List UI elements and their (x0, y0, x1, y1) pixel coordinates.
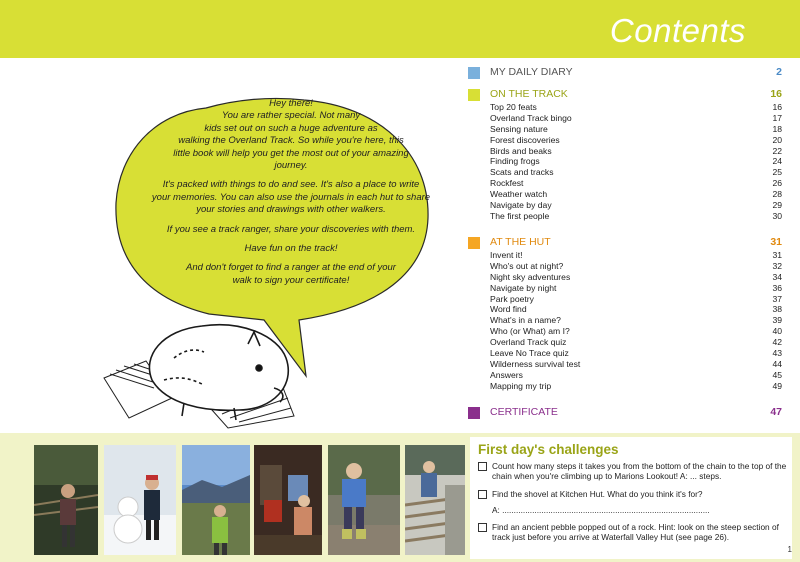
challenge-text: Find the shovel at Kitchen Hut. What do you think it's for? (492, 489, 703, 499)
checkbox[interactable] (478, 490, 487, 499)
page-number: 1 (787, 545, 792, 554)
toc-item[interactable] (490, 189, 782, 200)
toc-item-page: 25 (772, 167, 782, 178)
challenge-text: Count how many steps it takes you from the bottom of the chain to the top of the chain when you're climbing up to Marions Lookout! A: ... steps. (492, 461, 787, 482)
toc-item[interactable] (490, 200, 782, 211)
toc-item-page: 16 (772, 102, 782, 112)
toc-item[interactable] (490, 261, 782, 272)
toc-item-label: Navigate by night (490, 282, 557, 293)
toc-item-label: Weather watch (490, 189, 548, 200)
toc-item-page: 37 (772, 293, 782, 304)
toc-item-page: 17 (772, 112, 782, 123)
toc-item[interactable] (490, 359, 782, 370)
intro-paragraph: And don't forget to find a ranger at the end of your walk to sign your certificate! (186, 262, 396, 286)
toc-item-label: Answers (490, 369, 523, 380)
toc-item[interactable] (490, 211, 782, 222)
toc-item[interactable] (490, 370, 782, 381)
toc-item-page: 34 (772, 271, 782, 282)
toc-item[interactable] (490, 156, 782, 167)
intro-paragraph: If you see a track ranger, share your discoveries with them. (166, 223, 416, 235)
table-of-contents (460, 58, 800, 433)
toc-item-label: Leave No Trace quiz (490, 348, 569, 359)
toc-item[interactable] (490, 250, 782, 261)
toc-item[interactable] (490, 113, 782, 124)
toc-item[interactable] (490, 381, 782, 392)
toc-item-page: 45 (772, 369, 782, 380)
toc-item[interactable] (490, 326, 782, 337)
toc-section-header[interactable] (490, 236, 782, 248)
toc-section-title: CERTIFICATE (490, 406, 558, 418)
toc-item-page: 44 (772, 358, 782, 369)
toc-item-label: Word find (490, 304, 527, 315)
toc-items (490, 250, 782, 392)
toc-item[interactable] (490, 102, 782, 113)
toc-item[interactable] (490, 178, 782, 189)
toc-item-page: 29 (772, 200, 782, 211)
intro-paragraph: Have fun on the track! (244, 243, 338, 255)
toc-section-page: 16 (770, 88, 782, 100)
toc-item-label: Navigate by day (490, 200, 552, 211)
toc-item-page: 43 (772, 348, 782, 359)
photo-child-in-rain (328, 445, 400, 555)
toc-item[interactable] (490, 146, 782, 157)
toc-item-page: 22 (772, 145, 782, 156)
answer-field: A: .......................................................................................... (492, 505, 710, 515)
toc-item-label: Who (or What) am I? (490, 326, 570, 337)
toc-item-label: Who's out at night? (490, 260, 564, 271)
toc-item-label: Park poetry (490, 293, 534, 304)
challenge-item (478, 461, 790, 482)
toc-item-label: Sensing nature (490, 123, 548, 134)
toc-item-page: 40 (772, 326, 782, 337)
section-color-swatch (468, 407, 480, 419)
toc-items (490, 102, 782, 222)
toc-item-label: Invent it! (490, 250, 523, 260)
toc-item-page: 38 (772, 304, 782, 315)
toc-item-label: Forest discoveries (490, 134, 560, 145)
toc-item[interactable] (490, 337, 782, 348)
photo-mountain-view (182, 445, 250, 555)
toc-item-page: 42 (772, 337, 782, 348)
toc-item-label: Scats and tracks (490, 167, 554, 178)
toc-item-label: Rockfest (490, 178, 524, 189)
challenges-title: First day's challenges (478, 442, 619, 457)
toc-section-header[interactable] (490, 406, 782, 418)
toc-item-page: 28 (772, 189, 782, 200)
challenge-item (478, 522, 790, 543)
challenge-text: Find an ancient pebble popped out of a rock. Hint: look on the steep section of track just before you arrive at Waterfall Valley Hut (see page 26). (492, 522, 779, 543)
toc-item[interactable] (490, 304, 782, 315)
toc-item-page: 30 (772, 210, 782, 221)
toc-item[interactable] (490, 283, 782, 294)
toc-section-header[interactable] (490, 88, 782, 100)
toc-item[interactable] (490, 124, 782, 135)
intro-text (145, 98, 437, 294)
photo-boardwalk-steps (405, 445, 465, 555)
toc-item-page: 36 (772, 282, 782, 293)
toc-item-page: 26 (772, 178, 782, 189)
toc-item-label: Birds and beaks (490, 145, 552, 156)
toc-item-page: 24 (772, 156, 782, 167)
toc-item-label: Mapping my trip (490, 380, 552, 391)
toc-item[interactable] (490, 348, 782, 359)
toc-section-title: AT THE HUT (490, 236, 551, 248)
toc-item[interactable] (490, 294, 782, 305)
toc-section-title: MY DAILY DIARY (490, 66, 573, 78)
toc-item-label: Wilderness survival test (490, 358, 581, 369)
toc-item-page: 49 (772, 380, 782, 391)
challenges-panel (470, 437, 792, 559)
toc-item-page: 39 (772, 315, 782, 326)
toc-item[interactable] (490, 135, 782, 146)
toc-item[interactable] (490, 167, 782, 178)
toc-section-title: ON THE TRACK (490, 88, 568, 100)
toc-item-page: 32 (772, 260, 782, 271)
section-color-swatch (468, 237, 480, 249)
toc-item-label: The first people (490, 210, 550, 221)
toc-section-page: 31 (770, 236, 782, 248)
toc-item-page: 18 (772, 123, 782, 134)
page-title: Contents (609, 12, 746, 49)
intro-paragraph: Hey there! You are rather special. Not many kids set out on such a huge adventure as walking the Overland Track. So while you're here, this little book will help you get the most out of your amazing journey. (173, 98, 409, 172)
toc-item-label: Overland Track bingo (490, 112, 572, 123)
toc-section-page: 47 (770, 406, 782, 418)
toc-section-header[interactable] (490, 66, 782, 78)
toc-item[interactable] (490, 272, 782, 283)
section-color-swatch (468, 89, 480, 101)
checkbox[interactable] (478, 462, 487, 471)
toc-item-label: Top 20 feats (490, 102, 537, 112)
checkbox[interactable] (478, 523, 487, 532)
photo-hut-interior (254, 445, 322, 555)
answer-line[interactable] (478, 505, 790, 515)
challenge-item (478, 489, 790, 499)
toc-item-label: What's in a name? (490, 315, 561, 326)
section-color-swatch (468, 67, 480, 79)
photo-suspension-bridge (34, 445, 98, 555)
photo-snowman (104, 445, 176, 555)
toc-item-page: 20 (772, 134, 782, 145)
toc-item-label: Overland Track quiz (490, 337, 567, 348)
toc-item[interactable] (490, 315, 782, 326)
toc-item-label: Night sky adventures (490, 271, 571, 282)
toc-section-page: 2 (776, 66, 782, 78)
toc-item-label: Finding frogs (490, 156, 540, 167)
intro-paragraph: It's packed with things to do and see. It's also a place to write your memories. You can also use the journals in each hut to share your stories and drawings with other walkers. (151, 179, 431, 216)
toc-item-page: 31 (772, 250, 782, 260)
header-bar (0, 0, 800, 58)
